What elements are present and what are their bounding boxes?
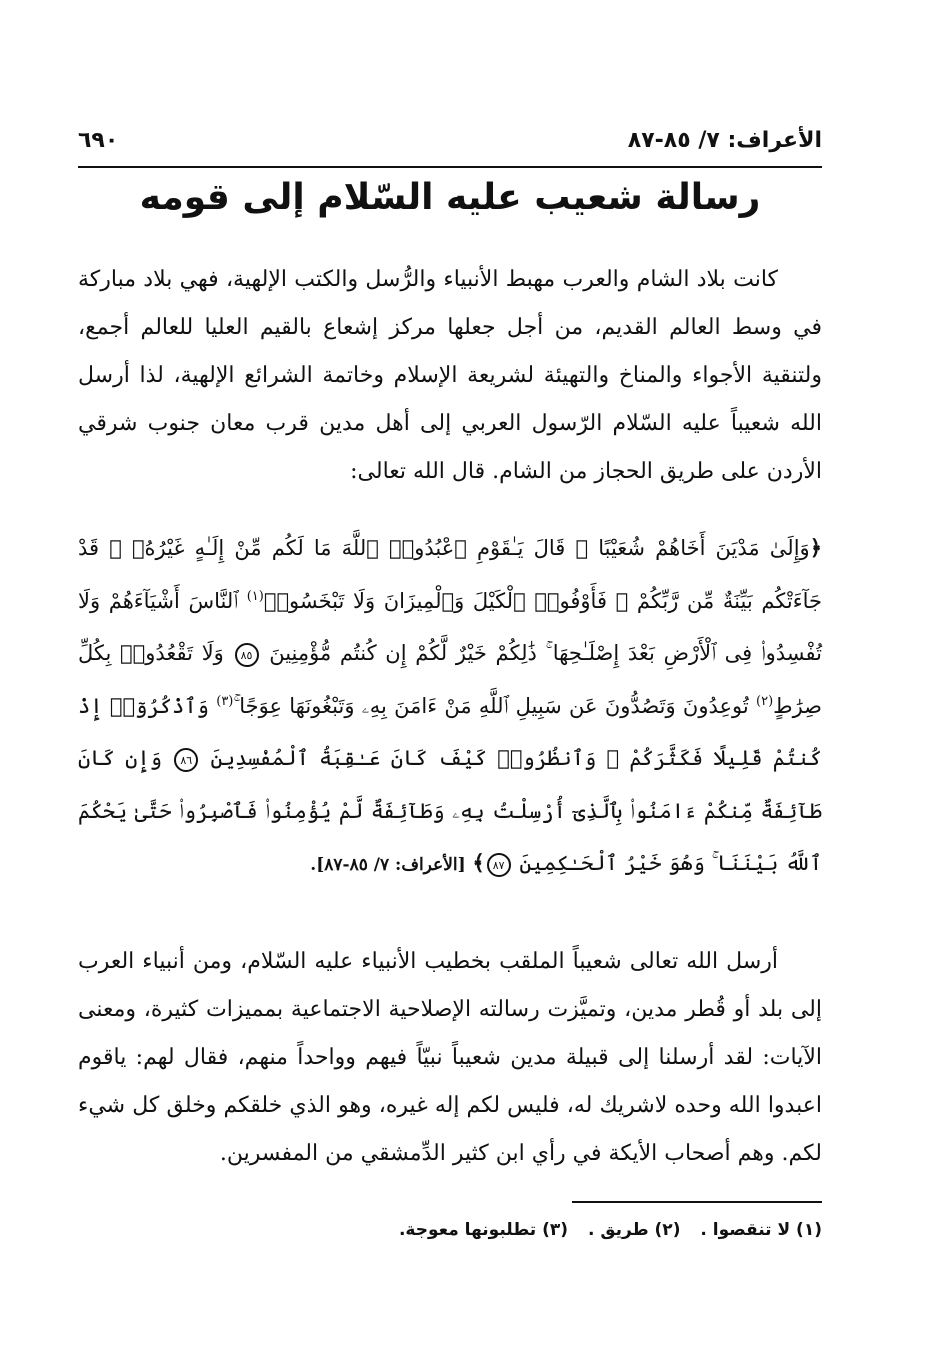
- running-head-reference: الأعراف: ٧/ ٨٥-٨٧: [627, 127, 822, 153]
- page-number: ٦٩٠: [78, 127, 119, 153]
- footnote-marker-3: (٣): [216, 693, 234, 709]
- footnote-marker-1: (١): [246, 588, 264, 604]
- footnote-marker-2: (٢): [756, 693, 774, 709]
- quran-segment: وَإِلَىٰ مَدْيَنَ أَخَاهُمْ شُعَيْبًا ۗ قَالَ يَـٰقَوْمِ ٱعْبُدُوا۟ ٱللَّهَ مَا لَكُم مِّنْ إِلَـٰهٍ غَيْرُهُۥ ۖ قَدْ جَآءَتْكُم بَيِّنَةٌ مِّن رَّبِّكُمْ ۖ فَأَوْفُوا۟ ٱلْكَيْلَ وَٱلْمِيزَانَ وَلَا تَبْخَسُوا۟: [78, 536, 822, 613]
- footnote-divider: [572, 1201, 822, 1203]
- quran-open-bracket: ﴿: [809, 535, 822, 560]
- quran-segment: وَٱذْكُرُوٓا۟ إِذْ كُنتُمْ قَلِيلًا فَكَثَّرَكُمْ ۖ وَٱنظُرُوا۟ كَيْفَ كَانَ عَـٰقِبَةُ ٱلْمُفْسِدِينَ: [78, 693, 822, 770]
- quran-passage: [78, 522, 822, 892]
- footnote-2: (٢) طريق .: [587, 1220, 681, 1240]
- footnote-1: (١) لا تنقصوا .: [700, 1220, 822, 1240]
- quran-segment: وَلَا تَقْعُدُوا۟ بِكُلِّ صِرَٰطٍ: [78, 641, 822, 718]
- footnotes: [78, 1216, 822, 1244]
- quran-close-bracket: ﴾: [472, 850, 485, 875]
- chapter-title: رسالة شعيب عليه السّلام إلى قومه: [139, 177, 761, 218]
- quran-segment: وَإِن كَانَ طَآئِفَةٌ مِّنكُمْ ءَامَنُوا۟ بِٱلَّذِىٓ أُرْسِلْتُ بِهِۦ وَطَآئِفَةٌ لَّمْ يُؤْمِنُوا۟ فَٱصْبِرُوا۟ حَتَّىٰ يَحْكُمَ ٱللَّهُ بَيْنَنَا ۚ وَهُوَ خَيْرُ ٱلْحَـٰكِمِينَ: [78, 746, 822, 875]
- commentary-paragraph: أرسل الله تعالى شعيباً الملقب بخطيب الأنبياء عليه السّلام، ومن أنبياء العرب إلى بلد أو قُطر مدين، وتميَّزت رسالته الإصلاحية الاجتماعية بمميزات كثيرة، ومعنى الآيات: لقد أرسلنا إلى قبيلة مدين شعيباً نبيّاً فيهم وواحداً منهم، فقال لهم: ياقوم اعبدوا الله وحده لاشريك له، فليس لكم إله غيره، وهو الذي خلقكم وخلق كل شيء لكم. وهم أصحاب الأيكة في رأي ابن كثير الدِّمشقي من المفسرين.: [78, 949, 822, 1166]
- ayah-number-86: ٨٦: [174, 748, 198, 772]
- surah-reference: [الأعراف: ٧/ ٨٥-٨٧].: [310, 855, 466, 875]
- intro-paragraph: كانت بلاد الشام والعرب مهبط الأنبياء والرُّسل والكتب الإلهية، فهي بلاد مباركة في وسط العالم القديم، من أجل جعلها مركز إشعاع بالقيم العليا للعالم أجمع، ولتنقية الأجواء والمناخ والتهيئة لشريعة الإسلام وخاتمة الشرائع الإلهية، لذا أرسل الله شعيباً عليه السّلام الرّسول العربي إلى أهل مدين قرب معان جنوب شرقي الأردن على طريق الحجاز من الشام. قال الله تعالى:: [78, 267, 822, 484]
- running-head: [78, 120, 822, 160]
- quran-segment: تُوعِدُونَ وَتَصُدُّونَ عَن سَبِيلِ ٱللَّهِ مَنْ ءَامَنَ بِهِۦ وَتَبْغُونَهَا عِوَجًا ۚ: [233, 693, 749, 718]
- ayah-number-87: ٨٧: [487, 853, 511, 877]
- quran-segment: ٱلنَّاسَ أَشْيَآءَهُمْ وَلَا تُفْسِدُوا۟ فِى ٱلْأَرْضِ بَعْدَ إِصْلَـٰحِهَا ۚ ذَٰلِكُمْ خَيْرٌ لَّكُمْ إِن كُنتُم مُّؤْمِنِينَ: [78, 588, 822, 665]
- footnote-3: (٣) تطلبونها معوجة.: [398, 1220, 569, 1240]
- ayah-number-85: ٨٥: [235, 643, 259, 667]
